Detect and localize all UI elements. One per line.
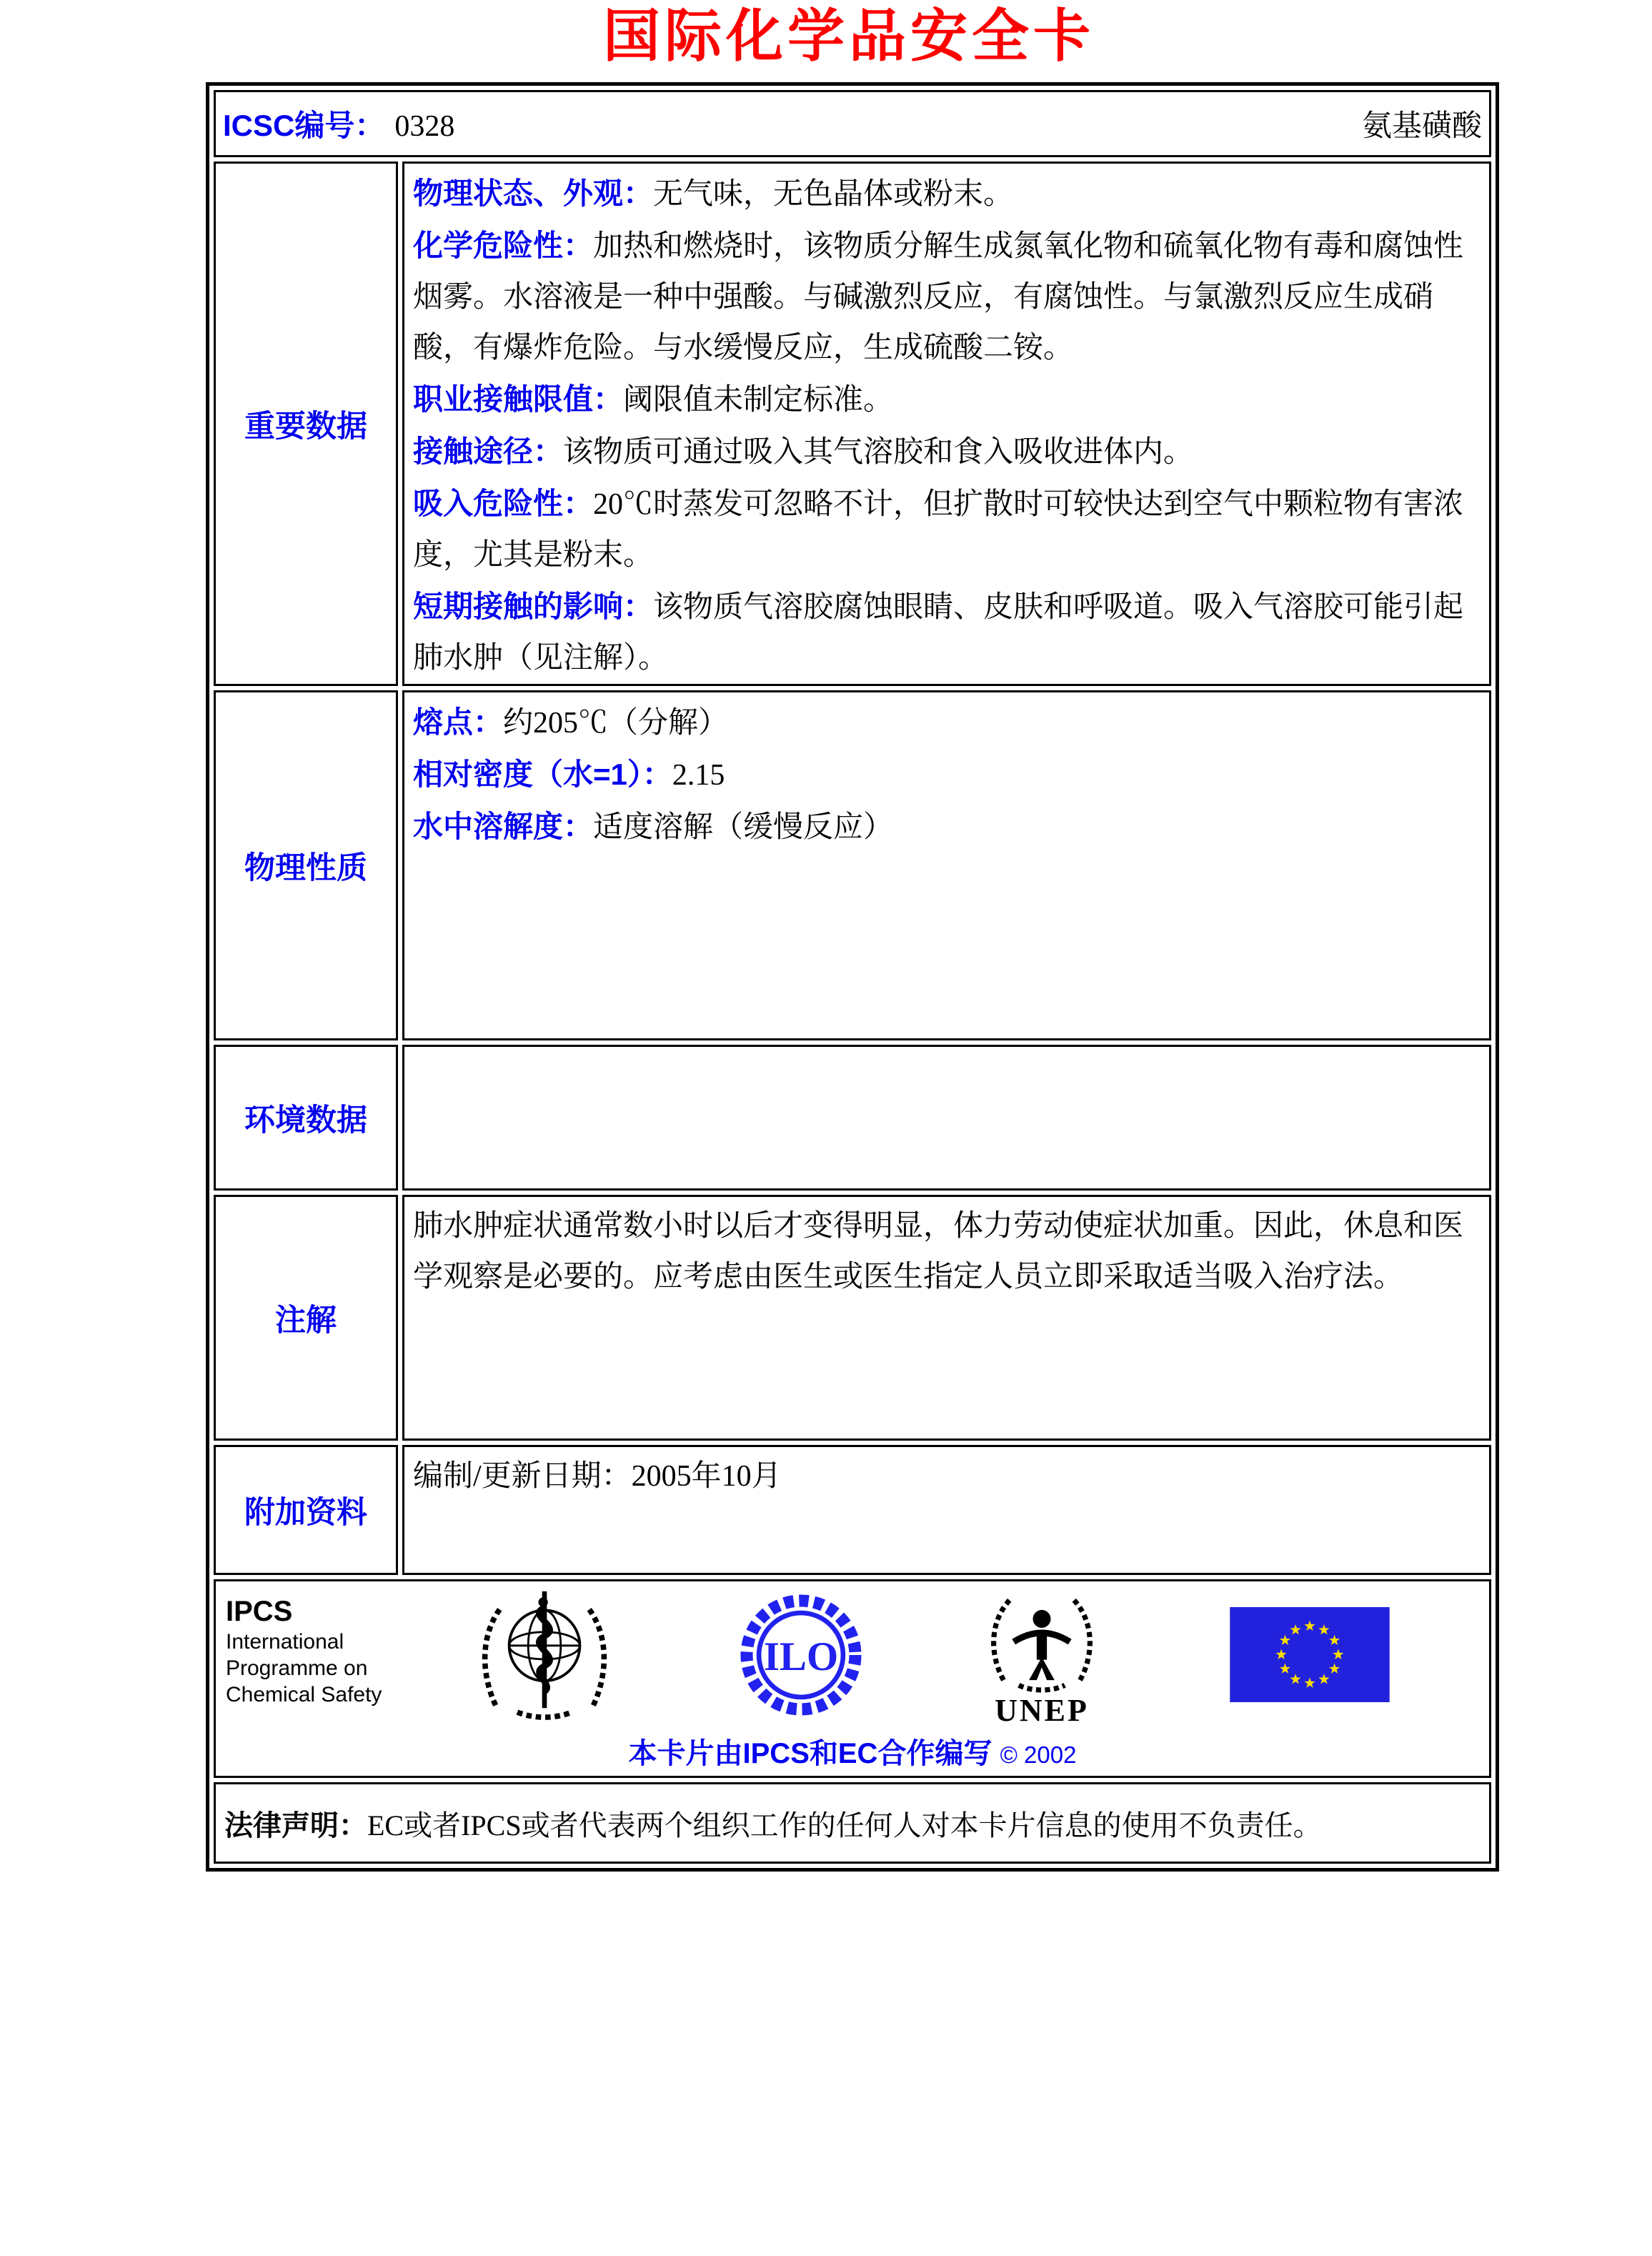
field-text: 该物质可通过吸入其气溶胶和食入吸收进体内。	[563, 436, 1194, 469]
important-data-label: 重要数据	[214, 162, 398, 686]
field-text: 适度溶解（缓慢反应）	[593, 811, 894, 844]
logos-row	[214, 1579, 1491, 1778]
field-short-term-effects	[413, 581, 1481, 684]
card-table	[209, 86, 1496, 1868]
eu-flag-icon	[1230, 1607, 1390, 1702]
field-text: 20℃时蒸发可忽略不计，但扩散时可较快达到空气中颗粒物有害浓度，尤其是粉末。	[413, 488, 1464, 572]
field-head: 职业接触限值：	[413, 382, 624, 416]
chemical-name: 氨基磺酸	[1361, 110, 1482, 143]
legal-row	[214, 1782, 1491, 1864]
environment-data-row	[214, 1045, 1491, 1191]
header-row	[214, 90, 1491, 157]
field-head: 吸入危险性：	[413, 487, 594, 520]
notes-text: 肺水肿症状通常数小时以后才变得明显，体力劳动使症状加重。因此，休息和医学观察是必要的。应考虑由医生或医生指定人员立即采取适当吸入治疗法。	[413, 1210, 1464, 1293]
physical-properties-content	[402, 690, 1491, 1040]
ilo-monogram: ILO	[763, 1634, 839, 1679]
ipcs-acronym: IPCS	[226, 1596, 293, 1627]
field-head: 熔点：	[413, 705, 504, 739]
important-data-row	[214, 162, 1491, 686]
notes-label: 注解	[214, 1195, 398, 1441]
icsc-number-group	[223, 102, 454, 145]
field-head: 水中溶解度：	[413, 810, 594, 843]
physical-properties-row	[214, 690, 1491, 1040]
field-inhalation-risk	[413, 478, 1481, 581]
field-occupational-limit	[413, 374, 1481, 426]
ipcs-line: International	[226, 1630, 344, 1654]
icsc-number-value: 0328	[394, 110, 455, 143]
notes-content	[402, 1195, 1491, 1441]
field-head: 物理状态、外观：	[413, 177, 654, 210]
ipcs-text-block	[226, 1594, 382, 1708]
field-text: 加热和燃烧时，该物质分解生成氮氧化物和硫氧化物有毒和腐蚀性烟雾。水溶液是一种中强酸。与碱激烈反应，有腐蚀性。与氯激烈反应生成硝酸，有爆炸危险。与水缓慢反应，生成硫酸二铵。	[413, 230, 1464, 364]
ipcs-line: Chemical Safety	[226, 1683, 382, 1706]
additional-info-label: 附加资料	[214, 1445, 398, 1575]
legal-head: 法律声明：	[224, 1809, 367, 1842]
field-text: 无气味，无色晶体或粉末。	[653, 178, 1014, 211]
field-head: 接触途径：	[413, 434, 564, 468]
cooperation-caption	[216, 1731, 1489, 1771]
unep-logo	[977, 1586, 1106, 1693]
notes-row	[214, 1195, 1491, 1441]
field-text: 该物质气溶胶腐蚀眼睛、皮肤和呼吸道。吸入气溶胶可能引起肺水肿（见注解）。	[413, 591, 1464, 675]
field-text: 2.15	[672, 759, 725, 792]
field-head: 短期接触的影响：	[413, 590, 654, 623]
header-cell	[214, 90, 1491, 157]
ipcs-line: Programme on	[226, 1656, 368, 1680]
environment-data-label: 环境数据	[214, 1045, 398, 1191]
field-head: 相对密度（水=1）：	[413, 757, 672, 791]
field-relative-density	[413, 749, 1481, 801]
important-data-content	[402, 162, 1491, 686]
field-head: 化学危险性：	[413, 229, 594, 262]
logos-cell	[214, 1579, 1491, 1778]
field-water-solubility	[413, 801, 1481, 853]
field-text: 约205℃（分解）	[503, 707, 729, 740]
who-logo	[477, 1586, 612, 1729]
field-melting-point	[413, 697, 1481, 749]
page-title: 国际化学品安全卡	[603, 6, 1095, 69]
environment-data-content	[402, 1045, 1491, 1191]
update-date-text: 编制/更新日期：2005年10月	[413, 1460, 782, 1493]
caption-text: 本卡片由IPCS和EC合作编写	[628, 1738, 992, 1769]
copyright-text: © 2002	[1000, 1741, 1077, 1768]
ilo-logo	[733, 1587, 869, 1723]
unep-label: UNEP	[995, 1693, 1089, 1728]
icsc-number-label: ICSC编号：	[223, 109, 385, 142]
legal-cell	[214, 1782, 1491, 1864]
legal-text: EC或者IPCS或者代表两个组织工作的任何人对本卡片信息的使用不负责任。	[367, 1809, 1322, 1842]
additional-info-content	[402, 1445, 1491, 1575]
field-text: 阈限值未制定标准。	[623, 384, 894, 417]
additional-info-row	[214, 1445, 1491, 1575]
field-chemical-danger	[413, 220, 1481, 374]
physical-properties-label: 物理性质	[214, 690, 398, 1040]
field-exposure-route	[413, 426, 1481, 478]
unep-logo-block	[977, 1586, 1106, 1729]
icsc-card	[206, 82, 1499, 1872]
field-physical-state	[413, 168, 1481, 220]
